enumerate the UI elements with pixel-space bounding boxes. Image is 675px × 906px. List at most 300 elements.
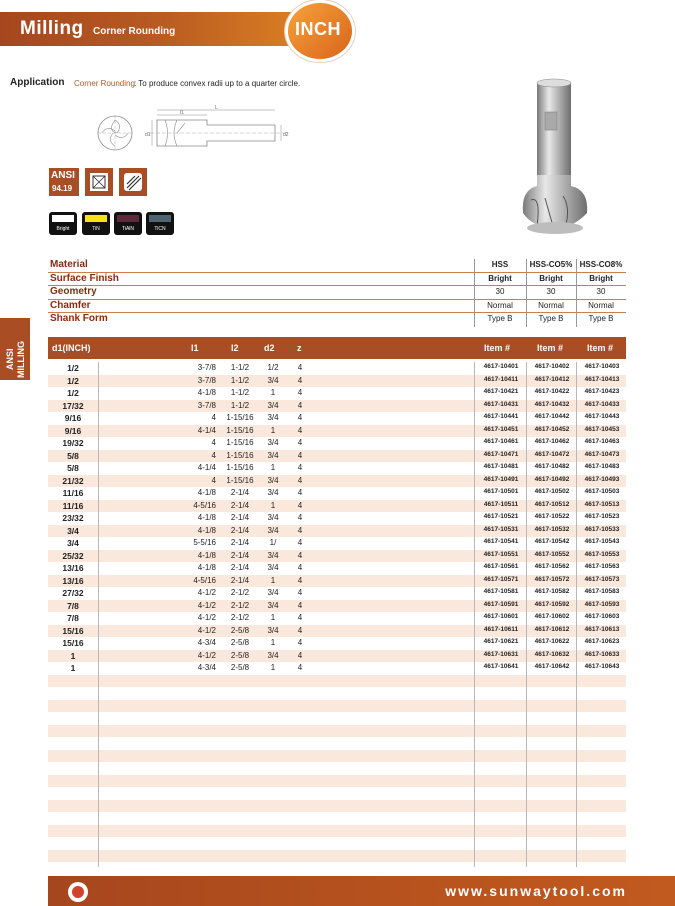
- cell-l2: 2-1/4: [230, 550, 250, 560]
- cell-item-co8: 4617-10463: [584, 438, 620, 445]
- table-row: [48, 650, 626, 663]
- cell-d1: 9/16: [64, 425, 82, 436]
- cell-d1: 21/32: [62, 475, 84, 486]
- cell-d2: 1/: [269, 538, 277, 547]
- material-value: HSS-CO8%: [579, 260, 623, 269]
- cell-item-hss: 4617-10521: [483, 513, 519, 520]
- material-value: HSS: [491, 260, 509, 269]
- table-row: [48, 662, 626, 675]
- cell-item-co5: 4617-10492: [534, 475, 570, 483]
- cell-d2: 3/4: [267, 450, 279, 460]
- cell-item-hss: 4617-10541: [483, 538, 519, 545]
- geometry-row: [48, 286, 626, 300]
- cell-l1: 4: [211, 413, 216, 422]
- coating-bright-icon: [49, 212, 77, 235]
- brand-logo-icon: [68, 882, 88, 902]
- cell-d2: 3/4: [267, 475, 279, 485]
- cell-l2: 2-5/8: [230, 650, 250, 660]
- cutter-type-icon: [119, 168, 147, 196]
- cell-l1: 4-5/16: [193, 575, 216, 585]
- cell-l2: 1-15/16: [226, 463, 254, 472]
- cell-item-co5: 4617-10612: [534, 625, 570, 633]
- cell-item-hss: 4617-10511: [483, 500, 519, 508]
- application-label: Application: [10, 77, 65, 88]
- shank-label: Shank Form: [50, 313, 108, 324]
- table-header: [48, 337, 626, 359]
- cell-z: 4: [297, 475, 303, 485]
- cell-item-hss: 4617-10461: [483, 438, 519, 445]
- coating-label: TiN: [92, 226, 100, 232]
- table-row: [48, 525, 626, 538]
- table-row: [48, 512, 626, 525]
- cell-item-hss: 4617-10421: [483, 388, 519, 395]
- coating-label: Bright: [56, 226, 70, 232]
- cell-d2: 3/4: [267, 563, 279, 572]
- chamfer-value: Normal: [588, 300, 614, 310]
- dim-d2-label: d2: [283, 132, 289, 138]
- cell-item-co8: 4617-10443: [584, 413, 620, 420]
- cell-l2: 2-1/4: [230, 500, 250, 510]
- header-l2: l2: [231, 343, 239, 353]
- cell-d1: 13/16: [62, 575, 84, 586]
- cell-z: 4: [297, 463, 303, 472]
- cell-item-co8: 4617-10453: [584, 425, 620, 433]
- cell-d1: 5/8: [67, 450, 79, 461]
- cell-item-hss: 4617-10491: [483, 475, 519, 483]
- cell-z: 4: [297, 613, 303, 622]
- finish-value: Bright: [488, 273, 512, 283]
- table-row: [48, 825, 626, 838]
- cell-z: 4: [297, 600, 303, 610]
- cell-item-co5: 4617-10522: [534, 513, 570, 520]
- table-row: [48, 725, 626, 738]
- table-row: [48, 712, 626, 725]
- cell-d1: 27/32: [62, 588, 84, 598]
- cell-l2: 2-1/4: [230, 488, 250, 497]
- cell-item-hss: 4617-10431: [483, 400, 519, 408]
- dim-l-label: L: [215, 105, 218, 111]
- cell-l2: 1-15/16: [226, 425, 254, 435]
- table-row: [48, 537, 626, 550]
- cell-item-co8: 4617-10563: [584, 563, 620, 570]
- cell-z: 4: [297, 400, 303, 410]
- cell-item-co5: 4617-10642: [534, 663, 570, 670]
- cell-d1: 1/2: [67, 375, 79, 386]
- dim-d1-label: d1: [145, 132, 151, 138]
- cell-d1: 25/32: [62, 550, 84, 561]
- finish-label: Surface Finish: [50, 272, 119, 284]
- coating-ticn-icon: [146, 212, 174, 235]
- cell-z: 4: [297, 550, 303, 560]
- ansi-standard-badge: [49, 168, 79, 196]
- table-row: [48, 600, 626, 613]
- chamfer-row: [48, 300, 626, 314]
- cell-l1: 3-7/8: [197, 363, 216, 372]
- cell-l1: 4-1/4: [197, 425, 216, 435]
- cell-d2: 3/4: [267, 413, 279, 422]
- cell-l1: 4: [211, 450, 216, 460]
- cell-d2: 1: [270, 463, 276, 472]
- cell-item-co5: 4617-10532: [534, 525, 570, 533]
- chamfer-label: Chamfer: [50, 299, 91, 311]
- cell-l2: 2-1/4: [230, 513, 250, 522]
- shank-value: Type B: [538, 314, 564, 323]
- cell-z: 4: [297, 375, 303, 385]
- table-row: [48, 612, 626, 625]
- column-divider: [576, 362, 577, 867]
- table-row: [48, 850, 626, 863]
- header-d2: d2: [264, 343, 275, 353]
- cell-item-co5: 4617-10602: [534, 613, 570, 620]
- cell-z: 4: [297, 500, 303, 510]
- cell-item-hss: 4617-10621: [483, 638, 519, 645]
- cell-z: 4: [297, 513, 303, 522]
- cell-d1: 11/16: [62, 500, 84, 511]
- cell-l1: 4: [211, 438, 216, 447]
- cell-item-co8: 4617-10533: [584, 525, 620, 533]
- column-divider: [474, 259, 475, 327]
- cell-l1: 4-1/8: [197, 388, 216, 397]
- cell-d1: 5/8: [67, 463, 79, 473]
- cell-item-hss: 4617-10531: [483, 525, 519, 533]
- cell-z: 4: [297, 413, 303, 422]
- cell-z: 4: [297, 663, 303, 672]
- cell-l2: 2-1/4: [230, 525, 250, 535]
- cell-l2: 1-15/16: [226, 450, 254, 460]
- cell-z: 4: [297, 388, 303, 397]
- cell-item-co5: 4617-10632: [534, 650, 570, 658]
- cell-item-co8: 4617-10513: [584, 500, 620, 508]
- cell-item-hss: 4617-10401: [483, 363, 519, 370]
- cell-l1: 4-1/2: [197, 588, 216, 597]
- table-row: [48, 737, 626, 750]
- table-row: [48, 750, 626, 763]
- cell-l1: 4-1/2: [197, 613, 216, 622]
- cell-d2: 3/4: [267, 650, 279, 660]
- cell-item-co5: 4617-10542: [534, 538, 570, 545]
- header-item-hss: Item #: [484, 343, 511, 353]
- cell-item-hss: 4617-10551: [483, 550, 519, 558]
- table-row: [48, 700, 626, 713]
- cell-d1: 1/2: [67, 363, 79, 373]
- shank-row: [48, 313, 626, 326]
- cell-item-co5: 4617-10482: [534, 463, 570, 470]
- header-item-co8: Item #: [587, 343, 614, 353]
- cell-d2: 1/2: [267, 363, 279, 372]
- cell-item-co5: 4617-10622: [534, 638, 570, 645]
- cell-d1: 1: [70, 663, 76, 673]
- technical-drawing: [95, 105, 300, 165]
- cell-d1: 11/16: [62, 488, 84, 498]
- table-row: [48, 812, 626, 825]
- cell-l1: 4-1/8: [197, 550, 216, 560]
- table-row: [48, 500, 626, 513]
- geometry-value: 30: [546, 287, 556, 296]
- cell-item-co5: 4617-10562: [534, 563, 570, 570]
- cell-item-co8: 4617-10523: [584, 513, 620, 520]
- cell-item-co8: 4617-10473: [584, 450, 620, 458]
- finish-value: Bright: [539, 273, 563, 283]
- cell-d1: 7/8: [67, 613, 79, 623]
- table-row: [48, 637, 626, 650]
- geometry-value: 30: [596, 287, 606, 296]
- cell-l1: 5-5/16: [193, 538, 216, 547]
- ansi-badge-line1: ANSI: [51, 170, 75, 181]
- cell-l1: 4-1/8: [197, 513, 216, 522]
- cell-d1: 19/32: [62, 438, 84, 448]
- cell-l2: 2-5/8: [230, 625, 250, 635]
- table-row: [48, 475, 626, 488]
- footer-url: www.sunwaytool.com: [445, 883, 627, 899]
- cell-z: 4: [297, 425, 303, 435]
- cell-l2: 2-1/4: [230, 575, 250, 585]
- properties-table: [48, 259, 626, 326]
- cell-item-co8: 4617-10573: [584, 575, 620, 583]
- cell-l1: 4-1/8: [197, 525, 216, 535]
- application-text: : To produce convex radii up to a quarter circle.: [134, 79, 301, 88]
- table-row: [48, 675, 626, 688]
- cell-l2: 2-1/2: [230, 600, 250, 610]
- cell-d1: 13/16: [62, 563, 84, 573]
- cell-d2: 3/4: [267, 525, 279, 535]
- cell-l1: 4-1/2: [197, 625, 216, 635]
- cell-d1: 17/32: [62, 400, 84, 411]
- cell-d2: 1: [270, 663, 276, 672]
- cell-z: 4: [297, 638, 303, 647]
- cell-item-co5: 4617-10512: [534, 500, 570, 508]
- cell-z: 4: [297, 488, 303, 497]
- cell-d1: 1: [70, 650, 76, 661]
- shank-value: Type B: [588, 314, 614, 323]
- cell-l1: 3-7/8: [197, 375, 216, 385]
- geometry-value: 30: [495, 287, 505, 296]
- cell-d2: 3/4: [267, 625, 279, 635]
- cell-item-co8: 4617-10593: [584, 600, 620, 608]
- side-tab-line1: ANSI: [5, 348, 15, 370]
- table-row: [48, 362, 626, 375]
- cell-item-co5: 4617-10592: [534, 600, 570, 608]
- cell-item-hss: 4617-10501: [483, 488, 519, 495]
- table-row: [48, 575, 626, 588]
- cell-d2: 3/4: [267, 375, 279, 385]
- cell-item-co5: 4617-10502: [534, 488, 570, 495]
- cell-z: 4: [297, 563, 303, 572]
- table-row: [48, 587, 626, 600]
- cell-z: 4: [297, 438, 303, 447]
- cell-l1: 4-1/4: [197, 463, 216, 472]
- cell-d2: 1: [270, 638, 276, 647]
- cell-d2: 1: [270, 388, 276, 397]
- cell-item-hss: 4617-10571: [483, 575, 519, 583]
- column-divider: [474, 362, 475, 867]
- cell-l1: 4-1/8: [197, 488, 216, 497]
- coating-tialn-icon: [114, 212, 142, 235]
- side-tab-line2: MILLING: [16, 341, 26, 378]
- application-type: Corner Rounding: [74, 79, 135, 88]
- table-row: [48, 462, 626, 475]
- cell-d1: 1/2: [67, 388, 79, 398]
- cell-item-co5: 4617-10472: [534, 450, 570, 458]
- cell-item-co8: 4617-10483: [584, 463, 620, 470]
- cell-d2: 3/4: [267, 588, 279, 597]
- coating-tin-icon: [82, 212, 110, 235]
- cell-item-co5: 4617-10412: [534, 375, 570, 383]
- cell-z: 4: [297, 450, 303, 460]
- cell-item-hss: 4617-10641: [483, 663, 519, 670]
- material-row: [48, 259, 626, 273]
- cell-item-hss: 4617-10561: [483, 563, 519, 570]
- cell-item-hss: 4617-10611: [483, 625, 519, 633]
- cell-l2: 2-1/2: [230, 588, 250, 597]
- cell-item-co8: 4617-10623: [584, 638, 620, 645]
- cell-item-co5: 4617-10422: [534, 388, 570, 395]
- cell-item-co8: 4617-10403: [584, 363, 620, 370]
- cell-item-co8: 4617-10493: [584, 475, 620, 483]
- table-row: [48, 387, 626, 400]
- table-row: [48, 487, 626, 500]
- table-row: [48, 762, 626, 775]
- cell-item-co8: 4617-10413: [584, 375, 620, 383]
- cell-item-co8: 4617-10433: [584, 400, 620, 408]
- cell-d1: 15/16: [62, 625, 84, 636]
- cell-item-co5: 4617-10582: [534, 588, 570, 595]
- cell-d2: 3/4: [267, 400, 279, 410]
- cell-l2: 2-1/2: [230, 613, 250, 622]
- side-tab: [0, 318, 30, 380]
- header-z: z: [297, 343, 302, 353]
- cell-d2: 3/4: [267, 513, 279, 522]
- cell-l2: 1-15/16: [226, 475, 254, 485]
- table-row: [48, 437, 626, 450]
- cell-l1: 3-7/8: [197, 400, 216, 410]
- cell-item-co5: 4617-10572: [534, 575, 570, 583]
- column-divider: [526, 259, 527, 327]
- cell-item-co5: 4617-10552: [534, 550, 570, 558]
- table-row: [48, 687, 626, 700]
- cell-z: 4: [297, 625, 303, 635]
- cell-item-hss: 4617-10481: [483, 463, 519, 470]
- cell-item-hss: 4617-10591: [483, 600, 519, 608]
- cell-l2: 1-15/16: [226, 413, 254, 422]
- cell-item-co5: 4617-10442: [534, 413, 570, 420]
- table-row: [48, 450, 626, 463]
- cell-l2: 2-5/8: [230, 663, 250, 672]
- cell-d2: 3/4: [267, 488, 279, 497]
- cell-z: 4: [297, 575, 303, 585]
- cell-item-co8: 4617-10553: [584, 550, 620, 558]
- shank-value: Type B: [487, 314, 513, 323]
- cell-z: 4: [297, 525, 303, 535]
- cell-item-hss: 4617-10411: [483, 375, 519, 383]
- cell-l2: 2-5/8: [230, 638, 250, 647]
- cell-d2: 1: [270, 425, 276, 435]
- cell-item-hss: 4617-10631: [483, 650, 519, 658]
- table-body: [48, 362, 626, 862]
- cell-l2: 2-1/4: [230, 563, 250, 572]
- cell-item-hss: 4617-10441: [483, 413, 519, 420]
- table-row: [48, 775, 626, 788]
- cell-item-co8: 4617-10603: [584, 613, 620, 620]
- cell-d1: 23/32: [62, 513, 84, 523]
- finish-row: [48, 273, 626, 287]
- cell-item-co8: 4617-10613: [584, 625, 620, 633]
- cell-item-hss: 4617-10451: [483, 425, 519, 433]
- cell-item-co5: 4617-10432: [534, 400, 570, 408]
- footer-bar: [48, 876, 675, 906]
- cell-l2: 1-1/2: [230, 363, 250, 372]
- cell-item-co8: 4617-10423: [584, 388, 620, 395]
- cell-d2: 3/4: [267, 600, 279, 610]
- cell-item-co8: 4617-10633: [584, 650, 620, 658]
- material-value: HSS-CO5%: [529, 260, 573, 269]
- cell-l1: 4-1/2: [197, 650, 216, 660]
- cell-d2: 1: [270, 613, 276, 622]
- cell-item-hss: 4617-10471: [483, 450, 519, 458]
- cell-item-hss: 4617-10581: [483, 588, 519, 595]
- cell-z: 4: [297, 363, 303, 372]
- cell-d1: 3/4: [67, 538, 79, 548]
- column-divider: [526, 362, 527, 867]
- cell-l2: 1-1/2: [230, 400, 250, 410]
- cell-d2: 1: [270, 500, 276, 510]
- cell-l2: 1-15/16: [226, 438, 254, 447]
- cell-l1: 4-1/8: [197, 563, 216, 572]
- cell-item-hss: 4617-10601: [483, 613, 519, 620]
- dim-l1-label: l1: [180, 110, 184, 116]
- cell-item-co8: 4617-10583: [584, 588, 620, 595]
- finish-value: Bright: [589, 273, 613, 283]
- table-row: [48, 425, 626, 438]
- cell-d2: 3/4: [267, 438, 279, 447]
- cell-d2: 1: [270, 575, 276, 585]
- cell-item-co5: 4617-10452: [534, 425, 570, 433]
- table-row: [48, 375, 626, 388]
- chamfer-value: Normal: [487, 300, 513, 310]
- geometry-label: Geometry: [50, 286, 97, 297]
- table-row: [48, 412, 626, 425]
- cell-d1: 3/4: [67, 525, 79, 536]
- cell-l1: 4-1/2: [197, 600, 216, 610]
- cell-d1: 15/16: [62, 638, 84, 648]
- page-title: Milling: [20, 18, 84, 39]
- cell-item-co8: 4617-10503: [584, 488, 620, 495]
- page-subtitle: Corner Rounding: [93, 26, 176, 37]
- cell-item-co8: 4617-10643: [584, 663, 620, 670]
- cell-d1: 7/8: [67, 600, 79, 611]
- header-d1: d1(INCH): [52, 343, 91, 353]
- cell-item-co5: 4617-10462: [534, 438, 570, 445]
- coating-label: TiAlN: [121, 226, 135, 232]
- table-row: [48, 787, 626, 800]
- column-divider: [576, 259, 577, 327]
- ansi-badge-line2: 94.19: [52, 184, 73, 193]
- chamfer-value: Normal: [538, 300, 564, 310]
- cell-l1: 4-3/4: [197, 638, 216, 647]
- cell-l2: 1-1/2: [230, 375, 250, 385]
- cell-d1: 9/16: [64, 413, 82, 423]
- cell-z: 4: [297, 588, 303, 597]
- cell-l2: 2-1/4: [230, 538, 250, 547]
- tool-image: [515, 78, 595, 258]
- table-row: [48, 400, 626, 413]
- table-row: [48, 800, 626, 813]
- cell-item-co8: 4617-10543: [584, 538, 620, 545]
- unit-label: INCH: [295, 19, 341, 39]
- cell-l2: 1-1/2: [230, 388, 250, 397]
- cell-item-co5: 4617-10402: [534, 363, 570, 370]
- header-item-co5: Item #: [537, 343, 564, 353]
- cell-z: 4: [297, 650, 303, 660]
